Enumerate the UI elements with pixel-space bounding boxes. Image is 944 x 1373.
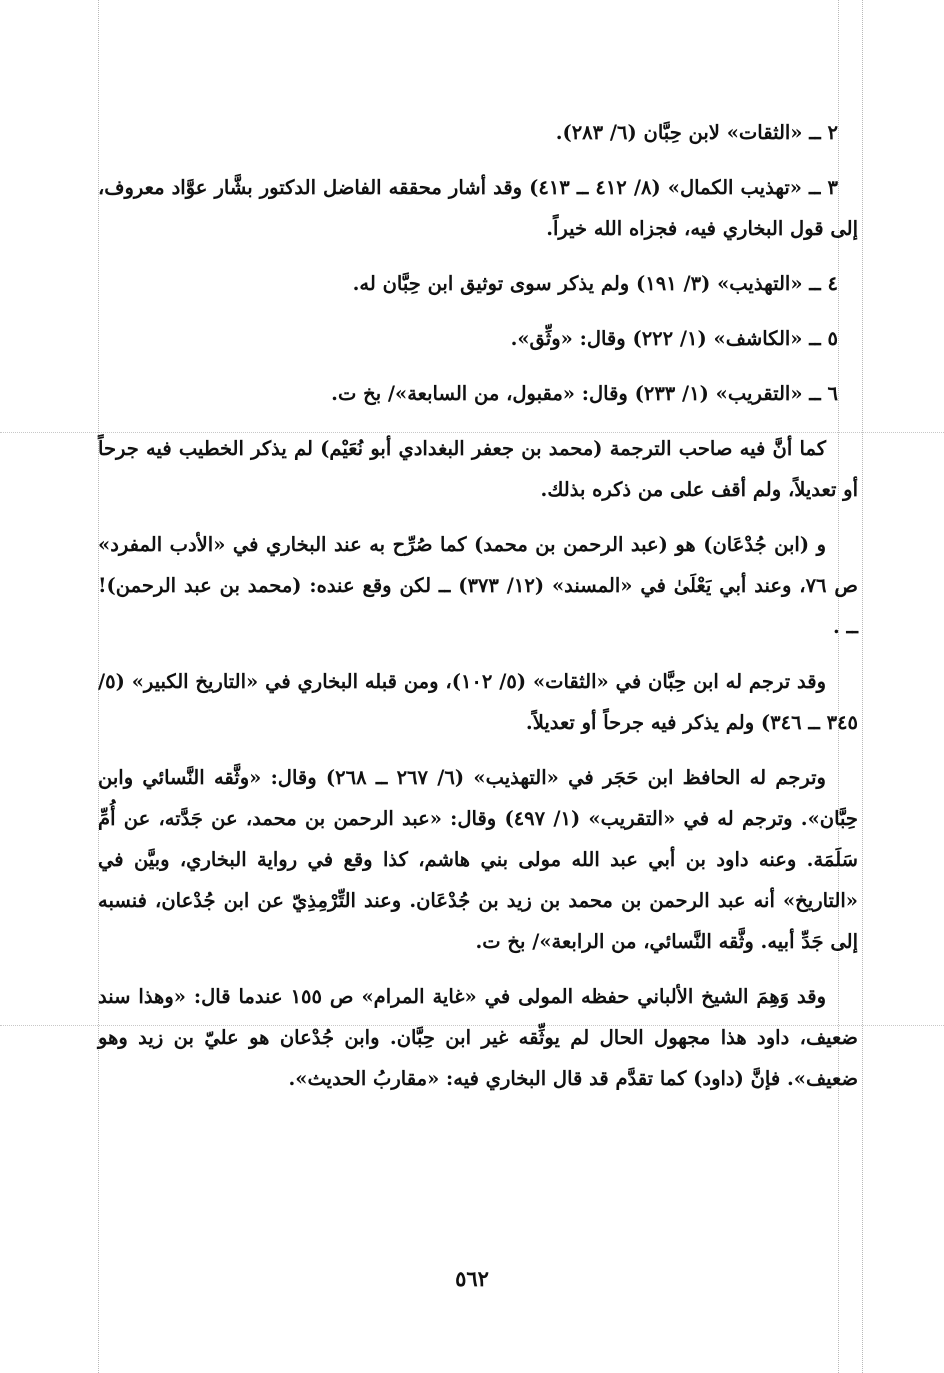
- list-item-kashif: ٥ ــ «الكاشف» (١/ ٢٢٢) وقال: «وثِّق».: [510, 327, 838, 350]
- paragraph-albani: وقد وَهِمَ الشيخ الألباني حفظه المولى في «غاية المرام» ص ١٥٥ عندما قال: «وهذا سند ضعيف، داود هذا مجهول الحال لم يوثِّقه غير ابن حِبَّان. وابن جُدْعان هو عليّ بن زيد وهو ضعيف». فإنَّ (داود) كما تقدَّم قد قال البخاري فيه: «مقاربُ الحديث».: [98, 985, 858, 1090]
- main-text: [98, 112, 858, 1113]
- page-number: ٥٦٢: [455, 1266, 489, 1291]
- guide-line-right-outer: [862, 0, 863, 1373]
- list-item-tahdhib-kamal: ٣ ــ «تهذيب الكمال» (٨/ ٤١٢ ــ ٤١٣) وقد أشار محققه الفاضل الدكتور بشَّار عوَّاد معروف، إلى قول البخاري فيه، فجزاه الله خيراً.: [98, 176, 858, 240]
- paragraph-ibn-hajar: وترجم له الحافظ ابن حَجَر في «التهذيب» (٦/ ٢٦٧ ــ ٢٦٨) وقال: «وثَّقه النَّسائي وابن حِبَّان». وترجم له في «التقريب» (١/ ٤٩٧) وقال: «عبد الرحمن بن محمد، عن جَدَّته، عن أُمِّ سَلَمَة. وعنه داود بن أبي عبد الله مولى بني هاشم، كذا وقع في رواية البخاري، وبيَّن في «التاريخ» أنه عبد الرحمن بن محمد بن زيد بن جُدْعَان. وعند التِّرْمِذِيّ عن ابن جُدْعان، فنسبه إلى جَدِّ أبيه. وثَّقه النَّسائي، من الرابعة»/ بخ ت.: [98, 766, 858, 953]
- paragraph-ibn-judan: و (ابن جُدْعَان) هو (عبد الرحمن بن محمد) كما صُرِّح به عند البخاري في «الأدب المفرد» ص ٧٦، وعند أبي يَعْلَىٰ في «المسند» (١٢/ ٣٧٣) ــ لكن وقع عنده: (محمد بن عبد الرحمن)! ــ .: [98, 533, 858, 638]
- list-item-thiqat: ٢ ــ «الثقات» لابن حِبَّان (٦/ ٢٨٣).: [555, 121, 838, 144]
- list-item-tahdhib: ٤ ــ «التهذيب» (٣/ ١٩١) ولم يذكر سوى توثيق ابن حِبَّان له.: [352, 272, 838, 295]
- paragraph-ibn-hibban: وقد ترجم له ابن حِبَّان في «الثقات» (٥/ ١٠٢)، ومن قبله البخاري في «التاريخ الكبير» (٥/ ٣٤٥ ــ ٣٤٦) ولم يذكر فيه جرحاً أو تعديلاً.: [98, 670, 858, 734]
- list-item-taqrib: ٦ ــ «التقريب» (١/ ٢٣٣) وقال: «مقبول، من السابعة»/ بخ ت.: [331, 382, 838, 405]
- paragraph-abu-nuaym: كما أنَّ فيه صاحب الترجمة (محمد بن جعفر البغدادي أبو نُعَيْم) لم يذكر الخطيب فيه جرحاً أو تعديلاً، ولم أقف على من ذكره بذلك.: [98, 437, 858, 501]
